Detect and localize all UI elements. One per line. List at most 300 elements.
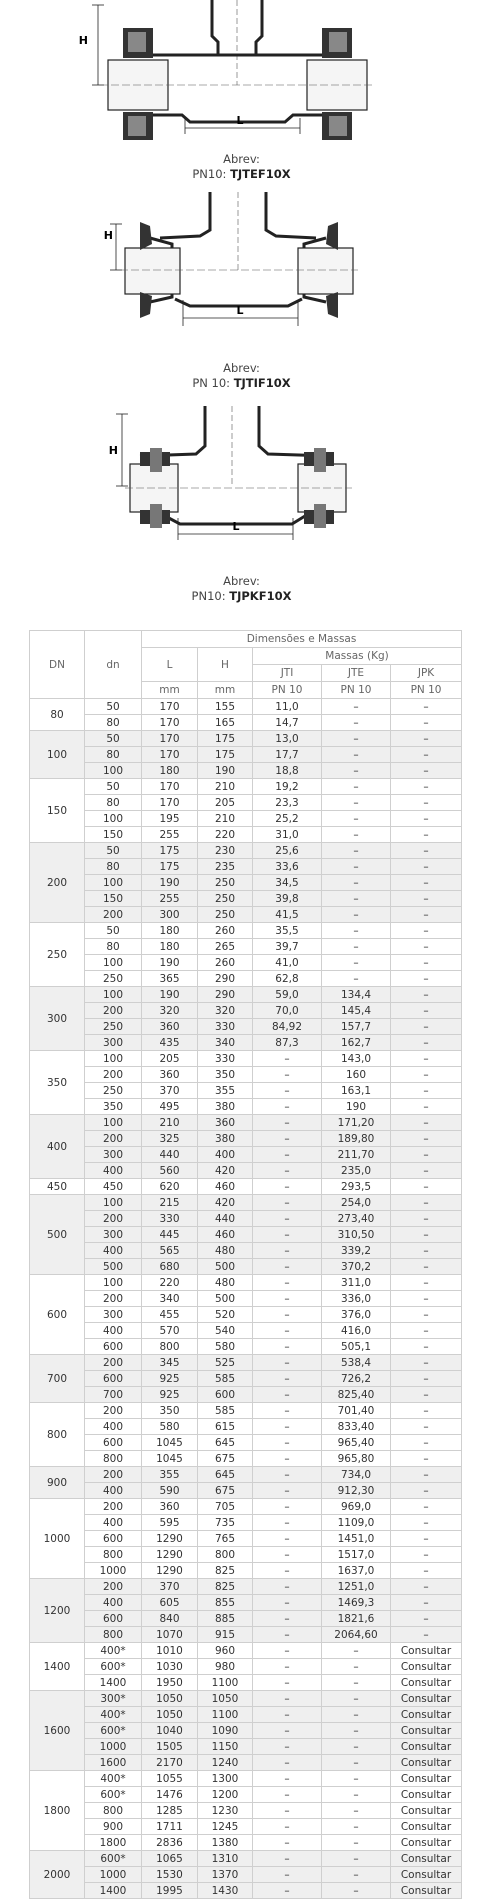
cell-jte: – <box>322 747 391 763</box>
cell-dn-small: 500 <box>85 1259 142 1275</box>
cell-h: 250 <box>198 907 253 923</box>
cell-dn-small: 300 <box>85 1307 142 1323</box>
cell-dn-small: 300 <box>85 1035 142 1051</box>
cell-jte: – <box>322 971 391 987</box>
cell-l: 360 <box>142 1499 198 1515</box>
cell-h: 210 <box>198 811 253 827</box>
cell-jti: 39,8 <box>253 891 322 907</box>
tee-flanged-diagram-3 <box>0 406 483 556</box>
table-body <box>30 699 462 1899</box>
cell-l: 170 <box>142 715 198 731</box>
cell-jti: – <box>253 1579 322 1595</box>
cell-jpk: – <box>391 1547 462 1563</box>
table-row <box>30 971 462 987</box>
cell-l: 2170 <box>142 1755 198 1771</box>
cell-dn: 900 <box>30 1467 85 1499</box>
table-row <box>30 939 462 955</box>
cell-jte: 163,1 <box>322 1083 391 1099</box>
table-row <box>30 1355 462 1371</box>
cell-jte: 965,40 <box>322 1435 391 1451</box>
cell-jti: – <box>253 1403 322 1419</box>
cell-jti: – <box>253 1499 322 1515</box>
cell-dn-small: 400 <box>85 1515 142 1531</box>
table-row <box>30 891 462 907</box>
cell-l: 435 <box>142 1035 198 1051</box>
header-jti: JTI <box>253 665 322 682</box>
cell-l: 180 <box>142 763 198 779</box>
cell-jte: 1451,0 <box>322 1531 391 1547</box>
cell-jti: – <box>253 1883 322 1899</box>
cell-jti: – <box>253 1659 322 1675</box>
cell-jte: 273,40 <box>322 1211 391 1227</box>
cell-dn-small: 100 <box>85 1195 142 1211</box>
cell-dn-small: 1400 <box>85 1883 142 1899</box>
cell-jti: – <box>253 1243 322 1259</box>
cell-jpk: – <box>391 1147 462 1163</box>
cell-h: 400 <box>198 1147 253 1163</box>
cell-jte: 912,30 <box>322 1483 391 1499</box>
cell-jpk: Consultar <box>391 1707 462 1723</box>
cell-l: 1530 <box>142 1867 198 1883</box>
table-row <box>30 1563 462 1579</box>
table-row <box>30 1115 462 1131</box>
cell-l: 170 <box>142 747 198 763</box>
cell-h: 1100 <box>198 1675 253 1691</box>
cell-jte: – <box>322 1643 391 1659</box>
cell-jti: – <box>253 1547 322 1563</box>
cell-dn-small: 200 <box>85 1291 142 1307</box>
cell-jti: – <box>253 1275 322 1291</box>
header-jpk: JPK <box>391 665 462 682</box>
cell-jti: – <box>253 1643 322 1659</box>
cell-dn-small: 350 <box>85 1099 142 1115</box>
table-row <box>30 1291 462 1307</box>
cell-jpk: – <box>391 923 462 939</box>
cell-h: 460 <box>198 1227 253 1243</box>
cell-jti: – <box>253 1291 322 1307</box>
figure-caption-3 <box>0 574 483 604</box>
table-row <box>30 923 462 939</box>
cell-h: 320 <box>198 1003 253 1019</box>
cell-l: 180 <box>142 923 198 939</box>
cell-jti: 17,7 <box>253 747 322 763</box>
cell-dn-small: 1000 <box>85 1739 142 1755</box>
cell-dn-small: 1400 <box>85 1675 142 1691</box>
cell-jte: 1469,3 <box>322 1595 391 1611</box>
cell-l: 220 <box>142 1275 198 1291</box>
cell-jti: – <box>253 1739 322 1755</box>
table-row <box>30 1243 462 1259</box>
cell-jti: 25,2 <box>253 811 322 827</box>
table-row <box>30 1579 462 1595</box>
cell-jpk: – <box>391 1131 462 1147</box>
cell-jte: – <box>322 907 391 923</box>
cell-jti: – <box>253 1771 322 1787</box>
table-row <box>30 779 462 795</box>
cell-jpk: Consultar <box>391 1771 462 1787</box>
cell-jti: – <box>253 1787 322 1803</box>
cell-jti: 70,0 <box>253 1003 322 1019</box>
cell-h: 645 <box>198 1467 253 1483</box>
cell-h: 980 <box>198 1659 253 1675</box>
cell-dn-small: 50 <box>85 699 142 715</box>
cell-l: 1290 <box>142 1563 198 1579</box>
cell-dn-small: 800 <box>85 1547 142 1563</box>
cell-l: 175 <box>142 859 198 875</box>
dim-h-label: H <box>78 34 88 47</box>
cell-dn-small: 400* <box>85 1643 142 1659</box>
cell-jpk: – <box>391 1307 462 1323</box>
cell-h: 260 <box>198 923 253 939</box>
cell-jte: – <box>322 699 391 715</box>
cell-jti: – <box>253 1563 322 1579</box>
cell-dn-small: 400* <box>85 1771 142 1787</box>
cell-dn-small: 200 <box>85 907 142 923</box>
cell-jti: – <box>253 1051 322 1067</box>
cell-dn-small: 200 <box>85 1131 142 1147</box>
cell-jpk: – <box>391 1579 462 1595</box>
cell-jpk: – <box>391 1435 462 1451</box>
cell-jte: 505,1 <box>322 1339 391 1355</box>
cell-jte: 157,7 <box>322 1019 391 1035</box>
table-row <box>30 1627 462 1643</box>
table-row <box>30 1003 462 1019</box>
table-row <box>30 795 462 811</box>
cell-jte: – <box>322 1883 391 1899</box>
cell-dn-small: 200 <box>85 1499 142 1515</box>
caption-pn: PN10: <box>191 589 226 603</box>
table-row <box>30 1451 462 1467</box>
cell-dn-small: 250 <box>85 1083 142 1099</box>
cell-dn-small: 100 <box>85 955 142 971</box>
cell-dn-small: 600* <box>85 1851 142 1867</box>
table-row <box>30 747 462 763</box>
table-row <box>30 1835 462 1851</box>
cell-l: 605 <box>142 1595 198 1611</box>
cell-l: 1070 <box>142 1627 198 1643</box>
cell-dn-small: 300 <box>85 1227 142 1243</box>
cell-h: 915 <box>198 1627 253 1643</box>
table-row <box>30 1755 462 1771</box>
cell-jpk: – <box>391 763 462 779</box>
cell-dn-small: 100 <box>85 1115 142 1131</box>
cell-jte: – <box>322 779 391 795</box>
cell-jpk: – <box>391 1483 462 1499</box>
cell-l: 255 <box>142 827 198 843</box>
cell-jte: – <box>322 859 391 875</box>
header-dn-small: dn <box>85 631 142 699</box>
cell-h: 440 <box>198 1211 253 1227</box>
cell-dn: 400 <box>30 1115 85 1179</box>
cell-jpk: – <box>391 859 462 875</box>
cell-jpk: – <box>391 1499 462 1515</box>
cell-jti: – <box>253 1723 322 1739</box>
table-row <box>30 1339 462 1355</box>
cell-jti: 11,0 <box>253 699 322 715</box>
cell-h: 825 <box>198 1563 253 1579</box>
cell-jti: – <box>253 1835 322 1851</box>
table-row <box>30 843 462 859</box>
header-l: L <box>142 648 198 682</box>
cell-jpk: – <box>391 1627 462 1643</box>
cell-h: 210 <box>198 779 253 795</box>
cell-l: 1055 <box>142 1771 198 1787</box>
cell-h: 420 <box>198 1163 253 1179</box>
cell-h: 155 <box>198 699 253 715</box>
cell-h: 1240 <box>198 1755 253 1771</box>
table-row <box>30 763 462 779</box>
cell-dn: 80 <box>30 699 85 731</box>
cell-jti: – <box>253 1163 322 1179</box>
cell-l: 360 <box>142 1019 198 1035</box>
cell-jti: – <box>253 1467 322 1483</box>
cell-jpk: – <box>391 891 462 907</box>
cell-l: 1065 <box>142 1851 198 1867</box>
cell-jti: – <box>253 1867 322 1883</box>
cell-jte: – <box>322 763 391 779</box>
cell-jte: – <box>322 1835 391 1851</box>
cell-l: 1290 <box>142 1531 198 1547</box>
table-row <box>30 1771 462 1787</box>
header-massas: Massas (Kg) <box>253 648 462 665</box>
cell-jte: – <box>322 811 391 827</box>
cell-h: 250 <box>198 891 253 907</box>
cell-h: 340 <box>198 1035 253 1051</box>
cell-jti: 33,6 <box>253 859 322 875</box>
cell-jte: – <box>322 1659 391 1675</box>
cell-l: 590 <box>142 1483 198 1499</box>
table-row <box>30 1851 462 1867</box>
table-row <box>30 1163 462 1179</box>
cell-jti: – <box>253 1691 322 1707</box>
cell-jte: 1821,6 <box>322 1611 391 1627</box>
table-row <box>30 955 462 971</box>
cell-jte: – <box>322 923 391 939</box>
cell-h: 585 <box>198 1403 253 1419</box>
cell-dn: 1600 <box>30 1691 85 1771</box>
table-row <box>30 1419 462 1435</box>
cell-jpk: – <box>391 1355 462 1371</box>
cell-h: 165 <box>198 715 253 731</box>
cell-dn-small: 50 <box>85 731 142 747</box>
cell-jpk: – <box>391 1083 462 1099</box>
cell-dn: 1400 <box>30 1643 85 1691</box>
cell-h: 420 <box>198 1195 253 1211</box>
caption-code-line <box>0 589 483 604</box>
table-row <box>30 1691 462 1707</box>
cell-jti: – <box>253 1083 322 1099</box>
cell-jte: 376,0 <box>322 1307 391 1323</box>
figure-caption-1 <box>0 152 483 182</box>
cell-jpk: – <box>391 1115 462 1131</box>
cell-h: 765 <box>198 1531 253 1547</box>
table-row <box>30 1195 462 1211</box>
cell-jti: 59,0 <box>253 987 322 1003</box>
cell-h: 1100 <box>198 1707 253 1723</box>
cell-l: 1050 <box>142 1691 198 1707</box>
cell-dn: 500 <box>30 1195 85 1275</box>
cell-dn-small: 200 <box>85 1355 142 1371</box>
cell-l: 1950 <box>142 1675 198 1691</box>
cell-h: 500 <box>198 1291 253 1307</box>
cell-dn: 150 <box>30 779 85 843</box>
cell-dn-small: 80 <box>85 939 142 955</box>
cell-h: 800 <box>198 1547 253 1563</box>
cell-h: 885 <box>198 1611 253 1627</box>
unit-jti: PN 10 <box>253 682 322 699</box>
table-row <box>30 1803 462 1819</box>
cell-jti: – <box>253 1483 322 1499</box>
cell-l: 330 <box>142 1211 198 1227</box>
caption-code-line <box>0 167 483 182</box>
cell-l: 210 <box>142 1115 198 1131</box>
cell-jte: – <box>322 715 391 731</box>
cell-jte: 1109,0 <box>322 1515 391 1531</box>
cell-dn-small: 600 <box>85 1435 142 1451</box>
cell-h: 265 <box>198 939 253 955</box>
cell-h: 290 <box>198 987 253 1003</box>
cell-dn-small: 600 <box>85 1531 142 1547</box>
table-row <box>30 1531 462 1547</box>
caption-code-line <box>0 376 483 391</box>
cell-dn-small: 100 <box>85 811 142 827</box>
cell-jpk: Consultar <box>391 1803 462 1819</box>
dim-h-label: H <box>108 444 118 457</box>
cell-dn-small: 100 <box>85 1051 142 1067</box>
cell-jpk: – <box>391 971 462 987</box>
cell-jpk: – <box>391 1291 462 1307</box>
cell-h: 1150 <box>198 1739 253 1755</box>
cell-h: 380 <box>198 1131 253 1147</box>
cell-dn-small: 400 <box>85 1419 142 1435</box>
table-row <box>30 907 462 923</box>
cell-h: 220 <box>198 827 253 843</box>
cell-dn-small: 400 <box>85 1595 142 1611</box>
cell-jti: 23,3 <box>253 795 322 811</box>
cell-jte: – <box>322 1803 391 1819</box>
cell-jpk: – <box>391 955 462 971</box>
cell-jte: 293,5 <box>322 1179 391 1195</box>
cell-jti: – <box>253 1355 322 1371</box>
cell-h: 290 <box>198 971 253 987</box>
cell-h: 1050 <box>198 1691 253 1707</box>
cell-dn-small: 600* <box>85 1787 142 1803</box>
cell-l: 170 <box>142 795 198 811</box>
tee-flanged-diagram-1 <box>0 0 483 140</box>
cell-dn-small: 300 <box>85 1147 142 1163</box>
cell-jpk: – <box>391 747 462 763</box>
cell-jpk: – <box>391 1243 462 1259</box>
cell-l: 495 <box>142 1099 198 1115</box>
cell-dn-small: 200 <box>85 1003 142 1019</box>
table-row <box>30 1739 462 1755</box>
cell-jte: 416,0 <box>322 1323 391 1339</box>
table-row <box>30 1435 462 1451</box>
table-row <box>30 715 462 731</box>
cell-jte: 211,70 <box>322 1147 391 1163</box>
cell-jpk: – <box>391 987 462 1003</box>
cell-h: 675 <box>198 1451 253 1467</box>
table-row <box>30 1787 462 1803</box>
dim-l-label: L <box>236 114 244 127</box>
caption-code: TJTIF10X <box>233 376 291 390</box>
cell-l: 1040 <box>142 1723 198 1739</box>
cell-h: 250 <box>198 875 253 891</box>
table-row <box>30 1179 462 1195</box>
cell-jpk: – <box>391 1195 462 1211</box>
cell-dn-small: 600 <box>85 1611 142 1627</box>
cell-jti: – <box>253 1851 322 1867</box>
cell-jti: 34,5 <box>253 875 322 891</box>
table-row <box>30 1035 462 1051</box>
dim-h-label: H <box>103 229 113 242</box>
cell-h: 520 <box>198 1307 253 1323</box>
cell-jte: – <box>322 1723 391 1739</box>
cell-dn-small: 700 <box>85 1387 142 1403</box>
table-row <box>30 1643 462 1659</box>
cell-dn-small: 400* <box>85 1707 142 1723</box>
cell-dn-small: 400 <box>85 1243 142 1259</box>
cell-jpk: – <box>391 1163 462 1179</box>
cell-h: 600 <box>198 1387 253 1403</box>
caption-pn: PN 10: <box>192 376 231 390</box>
figure-caption-2 <box>0 361 483 391</box>
cell-jte: – <box>322 875 391 891</box>
cell-dn-small: 400 <box>85 1163 142 1179</box>
cell-jpk: – <box>391 1211 462 1227</box>
table-row <box>30 1723 462 1739</box>
cell-jti: – <box>253 1707 322 1723</box>
cell-h: 360 <box>198 1115 253 1131</box>
cell-jti: – <box>253 1819 322 1835</box>
unit-l: mm <box>142 682 198 699</box>
cell-dn-small: 400 <box>85 1483 142 1499</box>
table-row <box>30 1051 462 1067</box>
table-row <box>30 1867 462 1883</box>
cell-jti: – <box>253 1675 322 1691</box>
table-row <box>30 827 462 843</box>
cell-jpk: Consultar <box>391 1691 462 1707</box>
header-h: H <box>198 648 253 682</box>
cell-dn-small: 250 <box>85 1019 142 1035</box>
table-row <box>30 875 462 891</box>
cell-h: 1310 <box>198 1851 253 1867</box>
cell-h: 260 <box>198 955 253 971</box>
cell-dn-small: 50 <box>85 779 142 795</box>
cell-l: 195 <box>142 811 198 827</box>
cell-jte: – <box>322 1707 391 1723</box>
cell-l: 215 <box>142 1195 198 1211</box>
cell-h: 175 <box>198 731 253 747</box>
cell-dn-small: 1000 <box>85 1563 142 1579</box>
table-row <box>30 1403 462 1419</box>
cell-jte: 171,20 <box>322 1115 391 1131</box>
cell-l: 190 <box>142 875 198 891</box>
cell-h: 645 <box>198 1435 253 1451</box>
cell-dn: 100 <box>30 731 85 779</box>
cell-h: 585 <box>198 1371 253 1387</box>
cell-h: 230 <box>198 843 253 859</box>
cell-h: 960 <box>198 1643 253 1659</box>
table-row <box>30 1147 462 1163</box>
cell-jpk: – <box>391 1179 462 1195</box>
cell-dn: 800 <box>30 1403 85 1467</box>
cell-h: 1200 <box>198 1787 253 1803</box>
cell-h: 460 <box>198 1179 253 1195</box>
cell-jte: 339,2 <box>322 1243 391 1259</box>
dimensions-table <box>29 630 462 1899</box>
cell-dn: 300 <box>30 987 85 1051</box>
